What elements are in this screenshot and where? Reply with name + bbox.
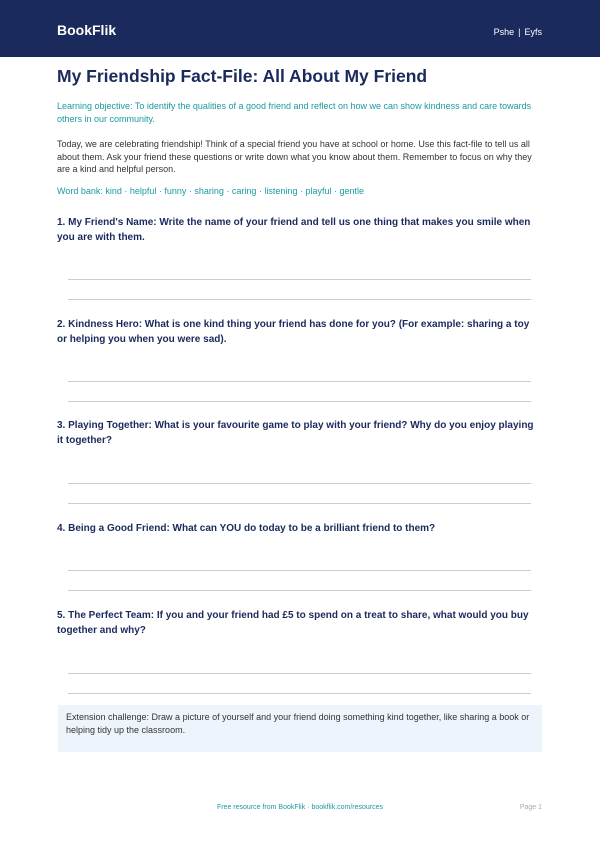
footer-credit: Free resource from BookFlik · bookflik.com/resources <box>216 804 384 811</box>
brand-logo: BookFlik <box>57 22 117 38</box>
learning-objective: Learning objective: To identify the qualities of a good friend and reflect on how we can show kindness and care towards others in our community. <box>57 101 532 124</box>
question-2: 2. Kindness Hero: What is one kind thing your friend has done for you? (For example: sharing a toy or helping you when you were sad). <box>57 319 530 345</box>
question-4: 4. Being a Good Friend: What can YOU do today to be a brilliant friend to them? <box>57 523 436 534</box>
answer-line-3a[interactable] <box>68 483 531 484</box>
answer-line-5b[interactable] <box>68 693 531 694</box>
answer-line-2a[interactable] <box>68 381 531 382</box>
word-bank: Word bank: kind · helpful · funny · sharing · caring · listening · playful · gentle <box>57 186 364 196</box>
answer-line-1b[interactable] <box>68 299 531 300</box>
meta-separator: | <box>518 27 521 37</box>
extension-challenge-box <box>58 705 542 752</box>
extension-challenge-text: Extension challenge: Draw a picture of yourself and your friend doing something kind together, like sharing a book or helping tidy up the classroom. <box>66 712 530 735</box>
page-number: Page 1 <box>519 804 542 811</box>
subject-label: Pshe <box>493 27 515 37</box>
page-header <box>0 0 600 57</box>
level-label: Eyfs <box>524 27 542 37</box>
answer-line-1a[interactable] <box>68 279 531 280</box>
answer-line-4a[interactable] <box>68 570 531 571</box>
header-meta <box>494 26 542 38</box>
question-5: 5. The Perfect Team: If you and your friend had £5 to spend on a treat to share, what would you buy together and why? <box>57 610 529 636</box>
question-3: 3. Playing Together: What is your favourite game to play with your friend? Why do you enjoy playing it together? <box>57 420 534 446</box>
answer-line-4b[interactable] <box>68 590 531 591</box>
question-1: 1. My Friend's Name: Write the name of your friend and tell us one thing that makes you smile when you are with them. <box>57 217 531 243</box>
answer-line-5a[interactable] <box>68 673 531 674</box>
answer-line-2b[interactable] <box>68 401 531 402</box>
page-title: My Friendship Fact-File: All About My Friend <box>57 66 428 86</box>
answer-line-3b[interactable] <box>68 503 531 504</box>
intro-paragraph: Today, we are celebrating friendship! Think of a special friend you have at school or home. Use this fact-file to tell us all about them. Ask your friend these questions or write down what you know about them. Remember to focus on why they are a kind and helpful person. <box>57 139 532 174</box>
